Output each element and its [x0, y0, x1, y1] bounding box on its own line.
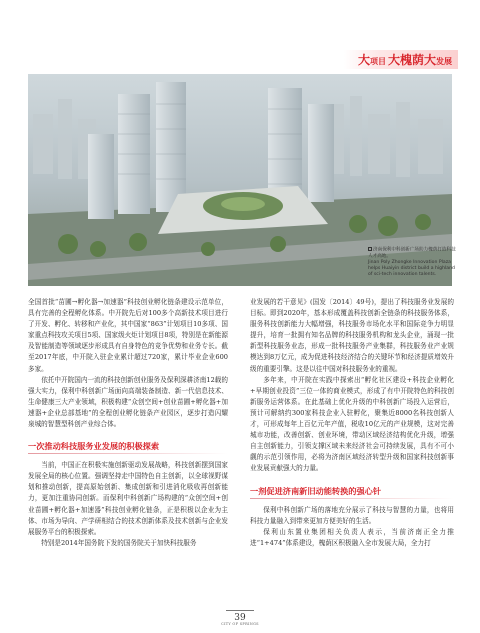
heading-1-rule	[28, 453, 228, 454]
magazine-name: CITY OF SPRINGS	[221, 622, 259, 626]
section-heading-1	[28, 440, 228, 454]
right-column	[250, 297, 454, 549]
left-paragraph-4: 特别是2014年国务院下发的国务院关于加快科技服务	[41, 538, 197, 547]
left-paragraph-2: 依托中开院国内一流的科技创新创业服务及保利深耕济南12载的强大实力，保利中科创新广场面向高端装备制造、新一代信息技术、生命健康三大产业领域，积极构建“众创空间+创业苗圃+孵化器+加速器+企业总部基地”的全程创业孵化链条产业园区，逐步打造闪耀泉城的智慧型科创产业综合体。	[28, 375, 228, 429]
page-footer	[0, 613, 480, 626]
header-part2: 大槐荫	[387, 52, 424, 67]
caption-en: Jinan Poly Zhongke Innovation Plaza helps Huaiyin district build a highland of sci-tech innovation talents.	[368, 259, 455, 277]
page-number: 39	[234, 613, 246, 623]
right-paragraph-3: 保利中科创新广场的落地充分展示了科技与智慧的力量，也将用科技力量融入到带来更加方便美好的生活。	[250, 505, 454, 525]
heading-2-rule	[250, 498, 454, 499]
photo-caption	[368, 247, 458, 278]
right-paragraph-2: 多年来，中开院在实践中探索出“孵化社区建设+科技企业孵化+早期创业投资”三位一体的商业模式，形成了有中开院特色的科技创新服务运营体系。在此基础上优化升级的中科创新广场投入运营后，预计可解纳约300家科技企业入驻孵化，聚集近8000名科技创新人才，可形成每年上百亿元年产值，税收10亿元的产业规模，这对完善城市功能，改善创新、创业环境，带动区域经济结构优化升级，增强自主创新能力，引领支撑区域未来经济社会可持续发展，具有不可小觑的示范引领作用，必将为济南区域经济转型升级和国家科技创新事业发展贡献强大的力量。	[250, 375, 454, 473]
section-heading-2-text: 一剂促进济南新旧动能转换的强心针	[250, 485, 382, 496]
left-paragraph-3: 当前，中国正在积极实施创新驱动发展战略，科技创新摆到国家发展全局的核心位置。强调坚持走中国特色自主创新，以全球视野谋划和推动创新，提高原始创新、集成创新和引进消化吸收再创新能力，更加注重协同创新。而保利中科创新广场构建的“众创空间+创业苗圃+孵化器+加速器”科技创业孵化链条，正是积极以企业为主体、市场为导向、产学研相结合的技术创新体系及技术创新与企业发展服务平台的积极探索。	[28, 461, 228, 536]
caption-box-icon	[368, 247, 372, 251]
caption-zh: 济南保利中科创新广场助力槐荫打造科技人才高地。	[368, 247, 456, 259]
section-header	[344, 50, 458, 68]
section-heading-2	[250, 485, 454, 499]
footer-rule	[226, 610, 254, 611]
section-heading-1-text: 一次推动科技服务业发展的积极探索	[28, 441, 160, 452]
header-part1: 大	[357, 52, 370, 67]
header-part3: 大	[423, 52, 436, 67]
header-part1-sub: 项目	[369, 56, 386, 66]
right-paragraph-1: 业发展的若干意见》(国发〔2014〕49号)，提出了科技服务业发展的目标。即到2020年，基本形成覆盖科技创新全链条的科技服务体系，服务科技创新能力大幅增强，科技服务市场化水平和国际竞争力明显提升，培育一批拥有知名品牌的科技服务机构和龙头企业，涌现一批新型科技服务业态，形成一批科技服务产业集群，科技服务业产业规模达到8万亿元，成为促进科技经济结合的关键环节和经济提质增效升级的重要引擎。这是以往中国对科技服务业的重视。	[250, 298, 454, 373]
section-header-bar	[344, 50, 458, 69]
left-column	[28, 297, 228, 549]
header-part3-sub: 发展	[436, 56, 452, 66]
left-paragraph-1: 全国首批“苗圃→孵化器→加速器”科技创业孵化链条建设示范单位，具有完善的全程孵化体系。中开院先后对100多个高新技术项目进行了开发、孵化、转移和产业化，其中国家“863”计划项目10多项、国家重点科技攻关项目5项、国家级火炬计划项目8项，特别是在新能源及智能制造等领域逐步形成具有自身特色的竞争优势和业务专长。截至2017年底，中开院入驻企业累计超过720家，累计毕业企业600多家。	[28, 298, 228, 373]
right-paragraph-4: 保利山东置业集团相关负责人表示，当前济南正全力推进“1+474”体系建设，槐荫区积极融入全市发展大局，全力打	[250, 527, 454, 547]
